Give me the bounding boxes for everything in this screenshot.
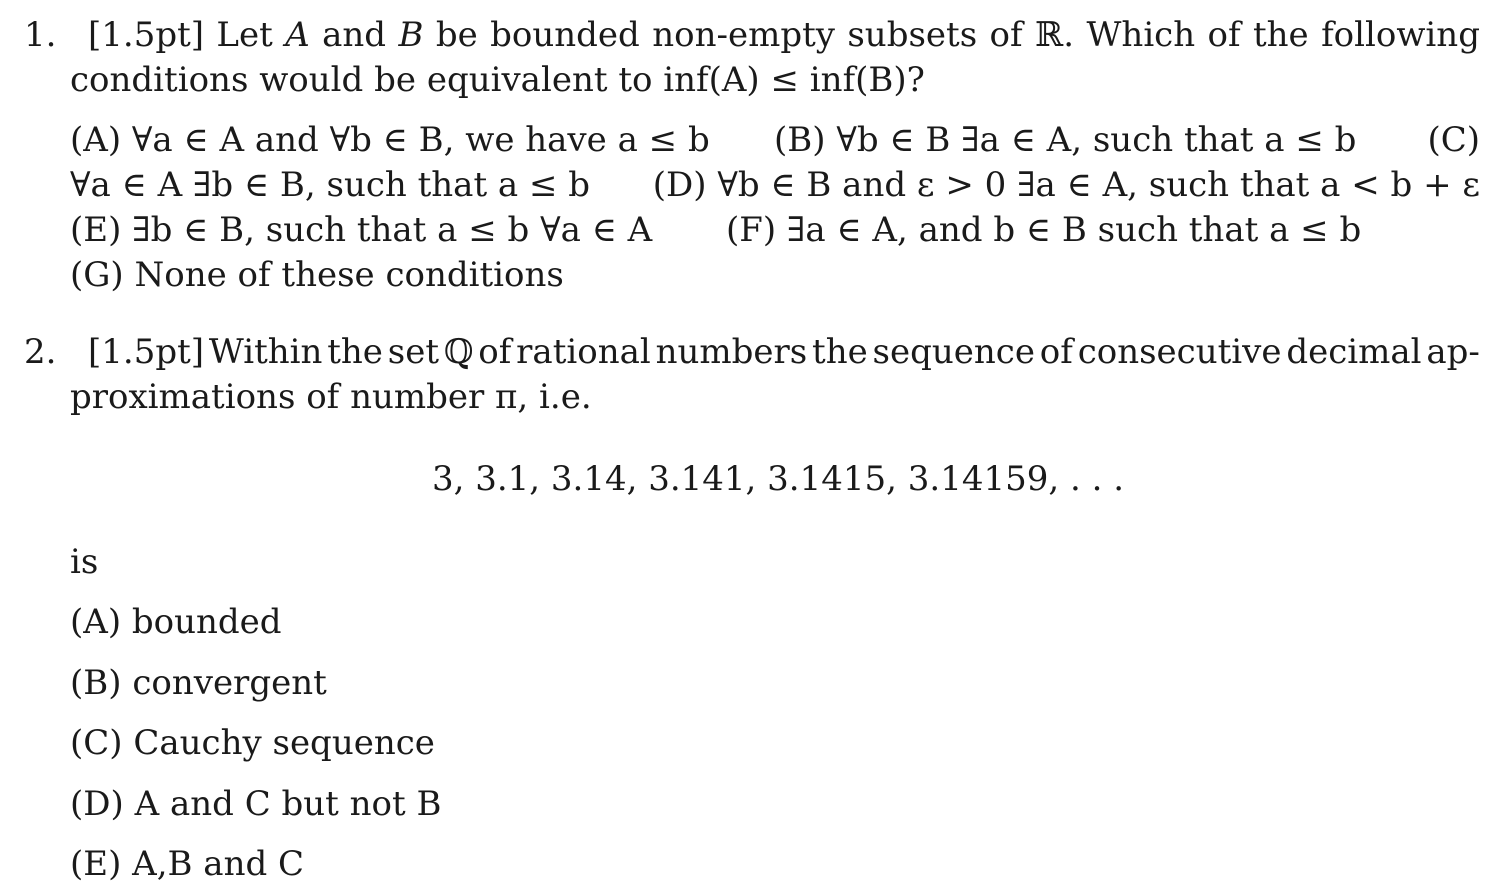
q1-option-c-label: (C) xyxy=(1427,120,1480,160)
q1-word: ℝ. xyxy=(1035,15,1075,55)
q2-word: of xyxy=(478,332,512,372)
q2-word: decimal xyxy=(1286,332,1422,372)
q1-word: of xyxy=(1207,15,1241,55)
q2-word: of xyxy=(1039,332,1073,372)
question-1-number: 1. xyxy=(24,15,57,55)
q2-word: the xyxy=(327,332,383,372)
question-1-text-line-2: conditions would be equivalent to inf(A) ≤ inf(B)? xyxy=(70,60,925,100)
q1-word: subsets xyxy=(847,15,978,55)
q1-option-a: (A) ∀a ∈ A and ∀b ∈ B, we have a ≤ b xyxy=(70,120,710,160)
q1-word: bounded xyxy=(490,15,640,55)
q1-option-g: (G) None of these conditions xyxy=(70,255,564,295)
question-2-text-line-1 xyxy=(88,330,1480,374)
q2-word: rational xyxy=(516,332,651,372)
q1-word: A xyxy=(285,15,310,55)
q1-word: B xyxy=(398,15,424,55)
q1-option-d: (D) ∀b ∈ B and ε > 0 ∃a ∈ A, such that a < b + ε xyxy=(652,165,1480,205)
q1-option-f: (F) ∃a ∈ A, and b ∈ B such that a ≤ b xyxy=(726,210,1362,250)
q1-word: and xyxy=(322,15,387,55)
q1-word: [1.5pt] xyxy=(88,15,205,55)
question-2-text-line-2: proximations of number π, i.e. xyxy=(70,377,592,417)
q2-word: ℚ xyxy=(443,332,474,372)
q1-option-e: (E) ∃b ∈ B, such that a ≤ b ∀a ∈ A xyxy=(70,210,653,250)
q1-word: non-empty xyxy=(652,15,835,55)
q2-option-a: (A) bounded xyxy=(70,602,282,642)
q1-word: of xyxy=(989,15,1023,55)
q2-option-c: (C) Cauchy sequence xyxy=(70,723,435,763)
q2-option-e: (E) A,B and C xyxy=(70,844,305,884)
q2-option-d: (D) A and C but not B xyxy=(70,784,442,824)
question-2-number: 2. xyxy=(24,332,57,372)
q1-option-b: (B) ∀b ∈ B ∃a ∈ A, such that a ≤ b xyxy=(774,120,1357,160)
q2-word: consecutive xyxy=(1077,332,1282,372)
q1-word: the xyxy=(1252,15,1309,55)
question-1-text-line-1 xyxy=(88,13,1480,57)
q2-word: sequence xyxy=(872,332,1035,372)
q1-word: be xyxy=(435,15,478,55)
q2-word: ap- xyxy=(1426,332,1480,372)
q1-word: following xyxy=(1321,15,1480,55)
question-2-is-text: is xyxy=(70,542,99,582)
q2-word: [1.5pt] xyxy=(88,332,205,372)
q2-word: numbers xyxy=(655,332,808,372)
q2-word: Within xyxy=(208,332,323,372)
q1-word: Which xyxy=(1086,15,1196,55)
q1-word: Let xyxy=(216,15,273,55)
q2-option-b: (B) convergent xyxy=(70,663,327,703)
q2-word: the xyxy=(812,332,868,372)
q2-word: set xyxy=(387,332,439,372)
q1-option-c-text: ∀a ∈ A ∃b ∈ B, such that a ≤ b xyxy=(70,165,591,205)
pi-approximation-sequence: 3, 3.1, 3.14, 3.141, 3.1415, 3.14159, . . . xyxy=(431,459,1125,499)
